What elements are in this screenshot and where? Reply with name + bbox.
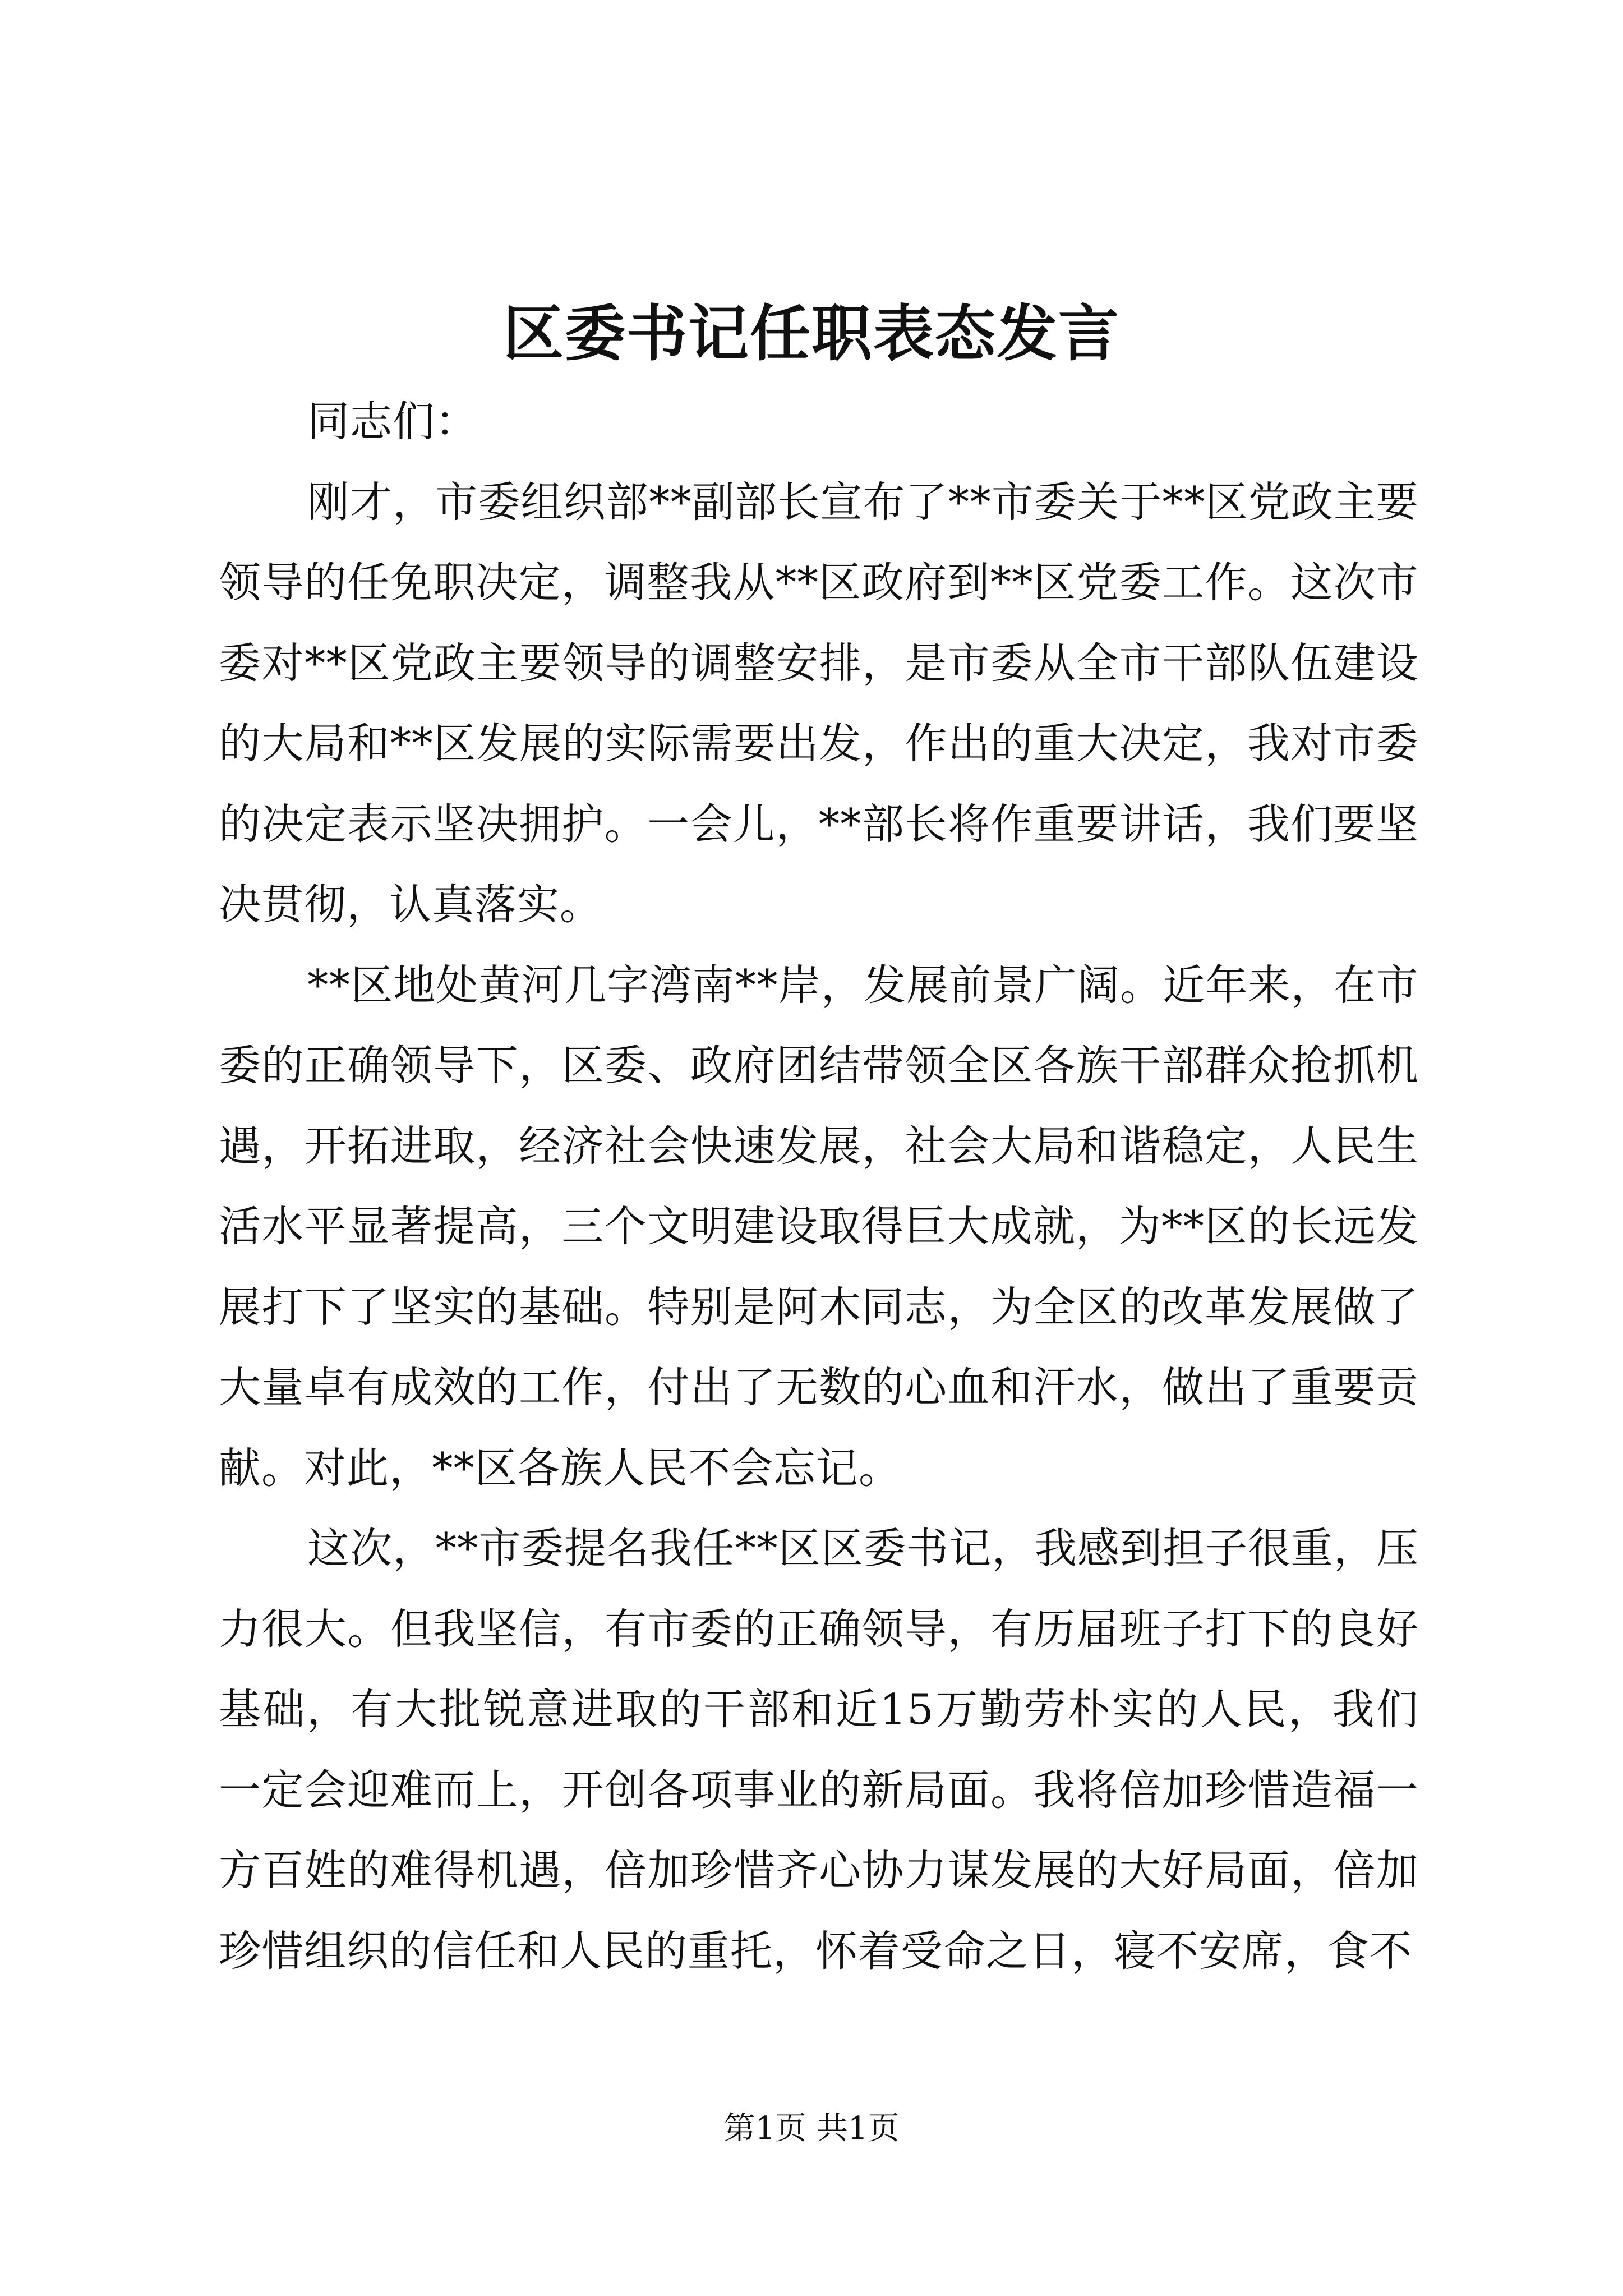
- paragraph-2: **区地处黄河几字湾南**岸，发展前景广阔。近年来，在市委的正确领导下，区委、政府团结带领全区各族干部群众抢抓机遇，开拓进取，经济社会快速发展，社会大局和谐稳定，人民生活水平显著提高，三个文明建设取得巨大成就，为**区的长远发展打下了坚实的基础。特别是阿木同志，为全区的改革发展做了大量卓有成效的工作，付出了无数的心血和汗水，做出了重要贡献。对此，**区各族人民不会忘记。: [219, 960, 1419, 1493]
- paragraph-3: 这次，**市委提名我任**区区委书记，我感到担子很重，压力很大。但我坚信，有市委的正确领导，有历届班子打下的良好基础，有大批锐意进取的干部和近15万勤劳朴实的人民，我们一定会迎难而上，开创各项事业的新局面。我将倍加珍惜造福一方百姓的难得机遇，倍加珍惜齐心协力谋发展的大好局面，倍加珍惜组织的信任和人民的重托，怀着受命之日，寝不安席，食不: [219, 1524, 1419, 1976]
- page-footer: 第1页 共1页: [723, 2110, 900, 2147]
- document-body: [219, 381, 1419, 1991]
- paragraph-salutation: 同志们：: [307, 397, 478, 446]
- document-title: 区委书记任职表态发言: [502, 298, 1120, 369]
- paragraph-1: 刚才，市委组织部**副部长宣布了**市委关于**区党政主要领导的任免职决定，调整我从**区政府到**区党委工作。这次市委对**区党政主要领导的调整安排，是市委从全市干部队伍建设的大局和**区发展的实际需要出发，作出的重大决定，我对市委的决定表示坚决拥护。一会儿，**部长将作重要讲话，我们要坚决贯彻，认真落实。: [219, 477, 1419, 929]
